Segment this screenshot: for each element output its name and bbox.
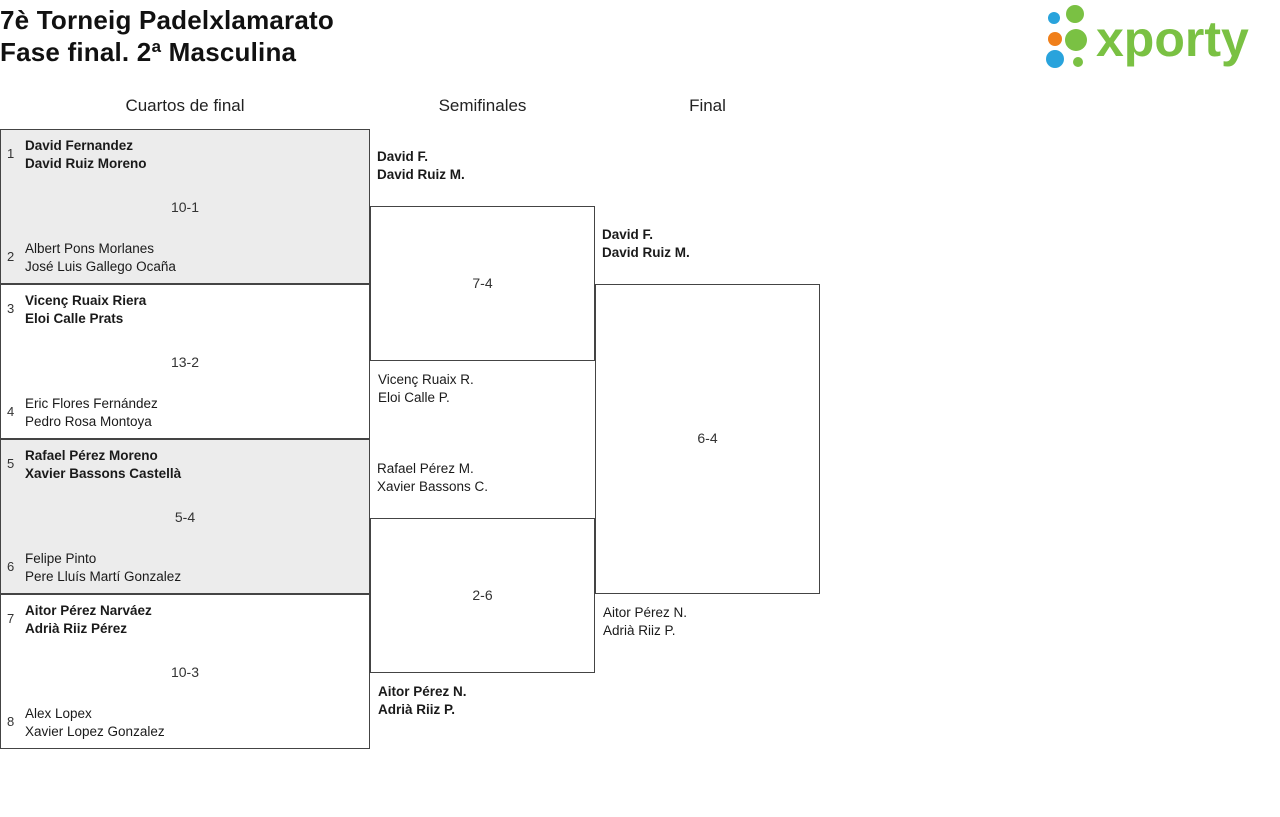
round-header-semifinals: Semifinales [438, 96, 527, 115]
seed-number: 3 [7, 301, 15, 316]
match-box[interactable] [0, 129, 370, 284]
match-box[interactable] [370, 518, 595, 717]
team-entry: Vicenç Ruaix R. Eloi Calle P. [378, 372, 474, 405]
match-box[interactable] [0, 594, 370, 749]
advancing-team: David F. David Ruiz M. [602, 227, 690, 260]
seed-number: 6 [7, 559, 15, 574]
match-box[interactable] [595, 284, 820, 638]
page-title [0, 0, 900, 68]
team-entry: Albert Pons Morlanes José Luis Gallego Ocaña [25, 241, 176, 274]
team-entry: Felipe Pinto Pere Lluís Martí Gonzalez [25, 551, 182, 584]
team-entry: Alex Lopex Xavier Lopez Gonzalez [25, 706, 165, 739]
team-entry: Aitor Pérez N. Adrià Riiz P. [378, 684, 467, 717]
match-box[interactable] [0, 284, 370, 439]
round-header-final: Final [689, 96, 726, 115]
match-score: 7-4 [472, 275, 493, 291]
team-entry: Vicenç Ruaix Riera Eloi Calle Prats [25, 293, 147, 326]
tournament-name: 7è Torneig Padelxlamarato [0, 5, 334, 35]
svg-text:xporty: xporty [1096, 11, 1249, 67]
seed-number: 4 [7, 404, 15, 419]
team-entry: Aitor Pérez Narváez Adrià Riiz Pérez [25, 603, 152, 636]
match-score: 10-3 [170, 664, 200, 680]
match-box[interactable] [0, 439, 370, 594]
team-entry: David Fernandez David Ruiz Moreno [25, 138, 147, 171]
team-entry: Aitor Pérez N. Adrià Riiz P. [603, 605, 688, 638]
team-entry: Eric Flores Fernández Pedro Rosa Montoya [25, 396, 158, 429]
match-score: 6-4 [697, 430, 718, 446]
match-score: 5-4 [174, 509, 196, 525]
seed-number: 5 [7, 456, 15, 471]
round-header-quarterfinals: Cuartos de final [125, 96, 245, 115]
seed-number: 2 [7, 249, 15, 264]
advancing-team: Rafael Pérez M. Xavier Bassons C. [377, 461, 489, 494]
match-score: 13-2 [170, 354, 200, 370]
tournament-phase: Fase final. 2ª Masculina [0, 37, 297, 67]
advancing-team: David F. David Ruiz M. [377, 149, 465, 182]
match-score: 2-6 [472, 587, 493, 603]
xporty-logo [1042, 4, 1272, 70]
match-score: 10-1 [170, 199, 200, 215]
seed-number: 8 [7, 714, 15, 729]
seed-number: 7 [7, 611, 15, 626]
match-box[interactable] [370, 206, 595, 405]
team-entry: Rafael Pérez Moreno Xavier Bassons Castellà [25, 448, 182, 481]
seed-number: 1 [7, 146, 15, 161]
